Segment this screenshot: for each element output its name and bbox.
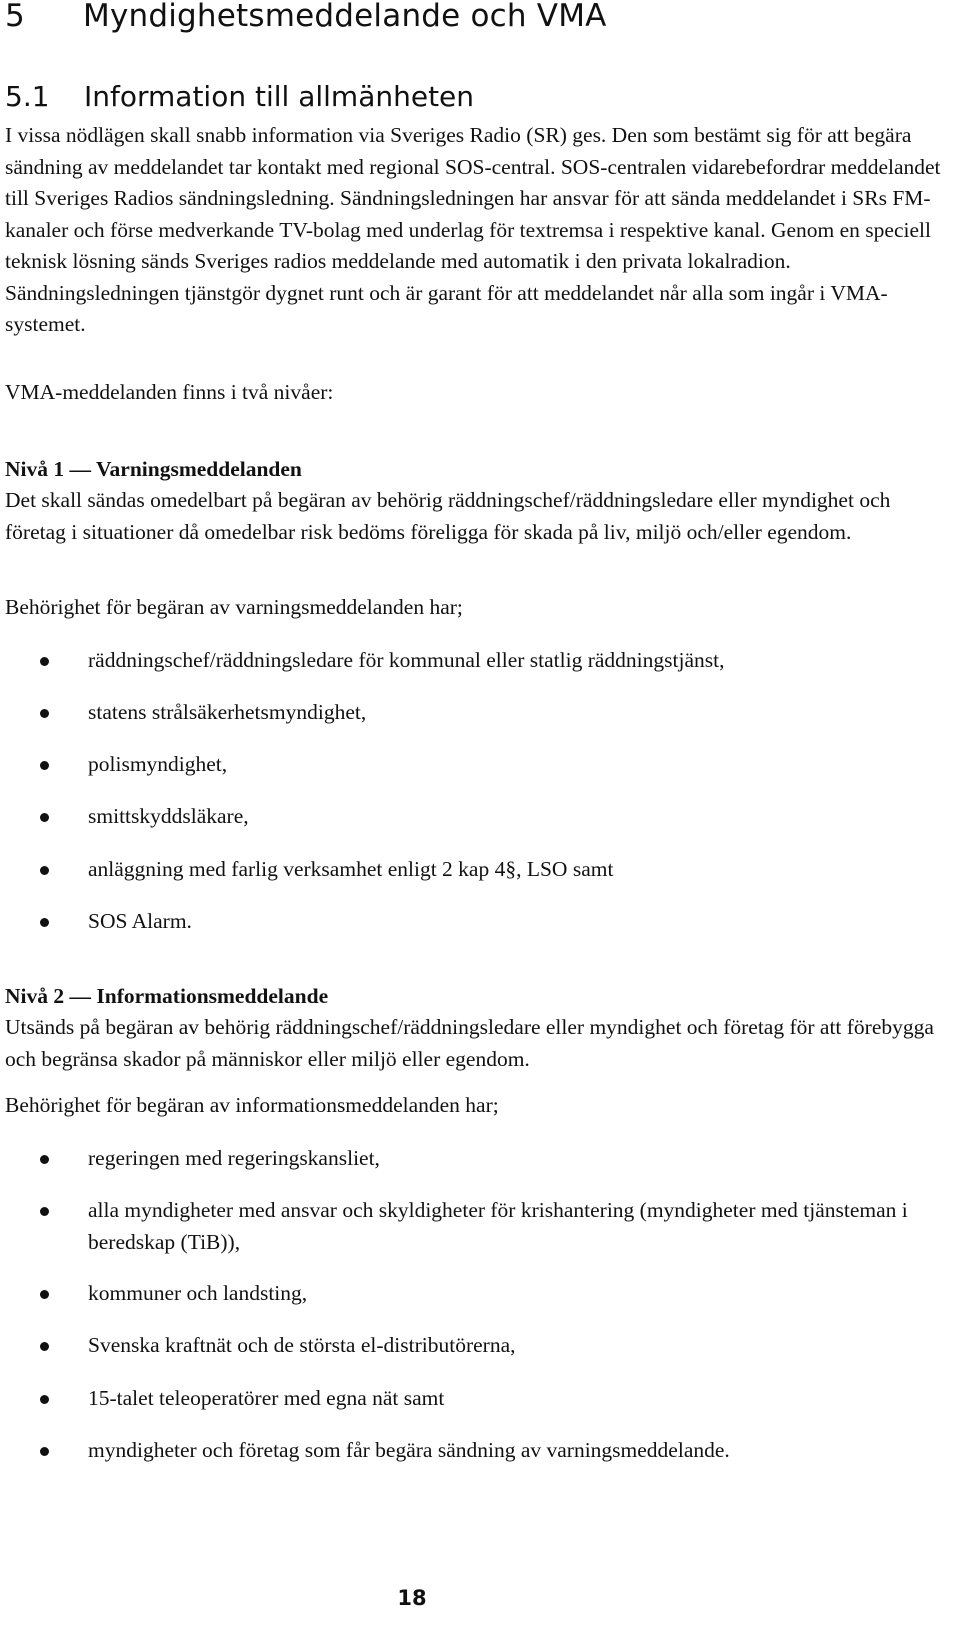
list-item-text: anläggning med farlig verksamhet enligt 2 kap 4§, LSO samt bbox=[88, 857, 614, 881]
section-number: 5.1 bbox=[5, 80, 50, 113]
level2-authority-intro: Behörighet för begäran av informationsmeddelanden har; bbox=[5, 1093, 499, 1117]
bullet-icon bbox=[40, 1342, 49, 1351]
list-item-text: polismyndighet, bbox=[88, 752, 228, 776]
list-item-text: kommuner och landsting, bbox=[88, 1281, 308, 1305]
bullet-icon bbox=[40, 866, 49, 875]
list-item-text: SOS Alarm. bbox=[88, 909, 192, 933]
bullet-icon bbox=[40, 1207, 49, 1216]
intro-paragraph: I vissa nödlägen skall snabb information via Sveriges Radio (SR) ges. Den som bestämt sig för att begära sändning av meddelandet tar kontakt med regional SOS-central. SOS-centralen vidarebefordrar meddelandet till Sveriges Radios sändningsledning. Sändningsledningen har ansvar för att sända meddelandet i SRs FM-kanaler och förse medverkande TV-bolag med underlag för textremsa i respektive kanal. Genom en speciell teknisk lösning sänds Sveriges radios meddelande med automatik i den privata lokalradion. Sändningsledningen tjänstgör dygnet runt och är garant för att meddelandet når alla som ingår i VMA-systemet. bbox=[5, 123, 941, 336]
level2-heading: Nivå 2 — Informationsmeddelande bbox=[5, 984, 329, 1008]
bullet-icon bbox=[40, 1447, 49, 1456]
bullet-icon bbox=[40, 1155, 49, 1164]
bullet-icon bbox=[40, 813, 49, 822]
level1-description: Det skall sändas omedelbart på begäran av behörig räddningschef/räddningsledare eller myndighet och företag i situationer då omedelbar risk bedöms föreligga för skada på liv, miljö och/eller egendom. bbox=[5, 488, 891, 544]
list-item-text: regeringen med regeringskansliet, bbox=[88, 1146, 380, 1170]
list-item-text: smittskyddsläkare, bbox=[88, 804, 249, 828]
chapter-title: Myndighetsmeddelande och VMA bbox=[83, 0, 607, 34]
level1-heading: Nivå 1 — Varningsmeddelanden bbox=[5, 457, 302, 481]
list-item-text: alla myndigheter med ansvar och skyldigheter för krishantering (myndigheter med tjänsteman i beredskap (TiB)), bbox=[88, 1198, 908, 1254]
list-item-text: räddningschef/räddningsledare för kommunal eller statlig räddningstjänst, bbox=[88, 648, 725, 672]
bullet-icon bbox=[40, 709, 49, 718]
list-item-text: statens strålsäkerhetsmyndighet, bbox=[88, 700, 367, 724]
section-heading bbox=[5, 80, 474, 113]
chapter-number: 5 bbox=[5, 0, 25, 34]
section-title: Information till allmänheten bbox=[84, 80, 475, 113]
level2-description: Utsänds på begäran av behörig räddningschef/räddningsledare eller myndighet och företag för att förebygga och begränsa skador på människor eller miljö eller egendom. bbox=[5, 1015, 934, 1071]
level1-authority-intro: Behörighet för begäran av varningsmeddelanden har; bbox=[5, 595, 463, 619]
bullet-icon bbox=[40, 1290, 49, 1299]
bullet-icon bbox=[40, 761, 49, 770]
list-item-text: myndigheter och företag som får begära sändning av varningsmeddelande. bbox=[88, 1438, 730, 1462]
bullet-icon bbox=[40, 1395, 49, 1404]
bullet-icon bbox=[40, 657, 49, 666]
list-item-text: Svenska kraftnät och de största el-distributörerna, bbox=[88, 1333, 516, 1357]
list-item-text: 15-talet teleoperatörer med egna nät samt bbox=[88, 1386, 445, 1410]
chapter-heading bbox=[5, 0, 607, 34]
page-number: 18 bbox=[397, 1586, 427, 1610]
levels-intro: VMA-meddelanden finns i två nivåer: bbox=[5, 380, 334, 404]
bullet-icon bbox=[40, 918, 49, 927]
